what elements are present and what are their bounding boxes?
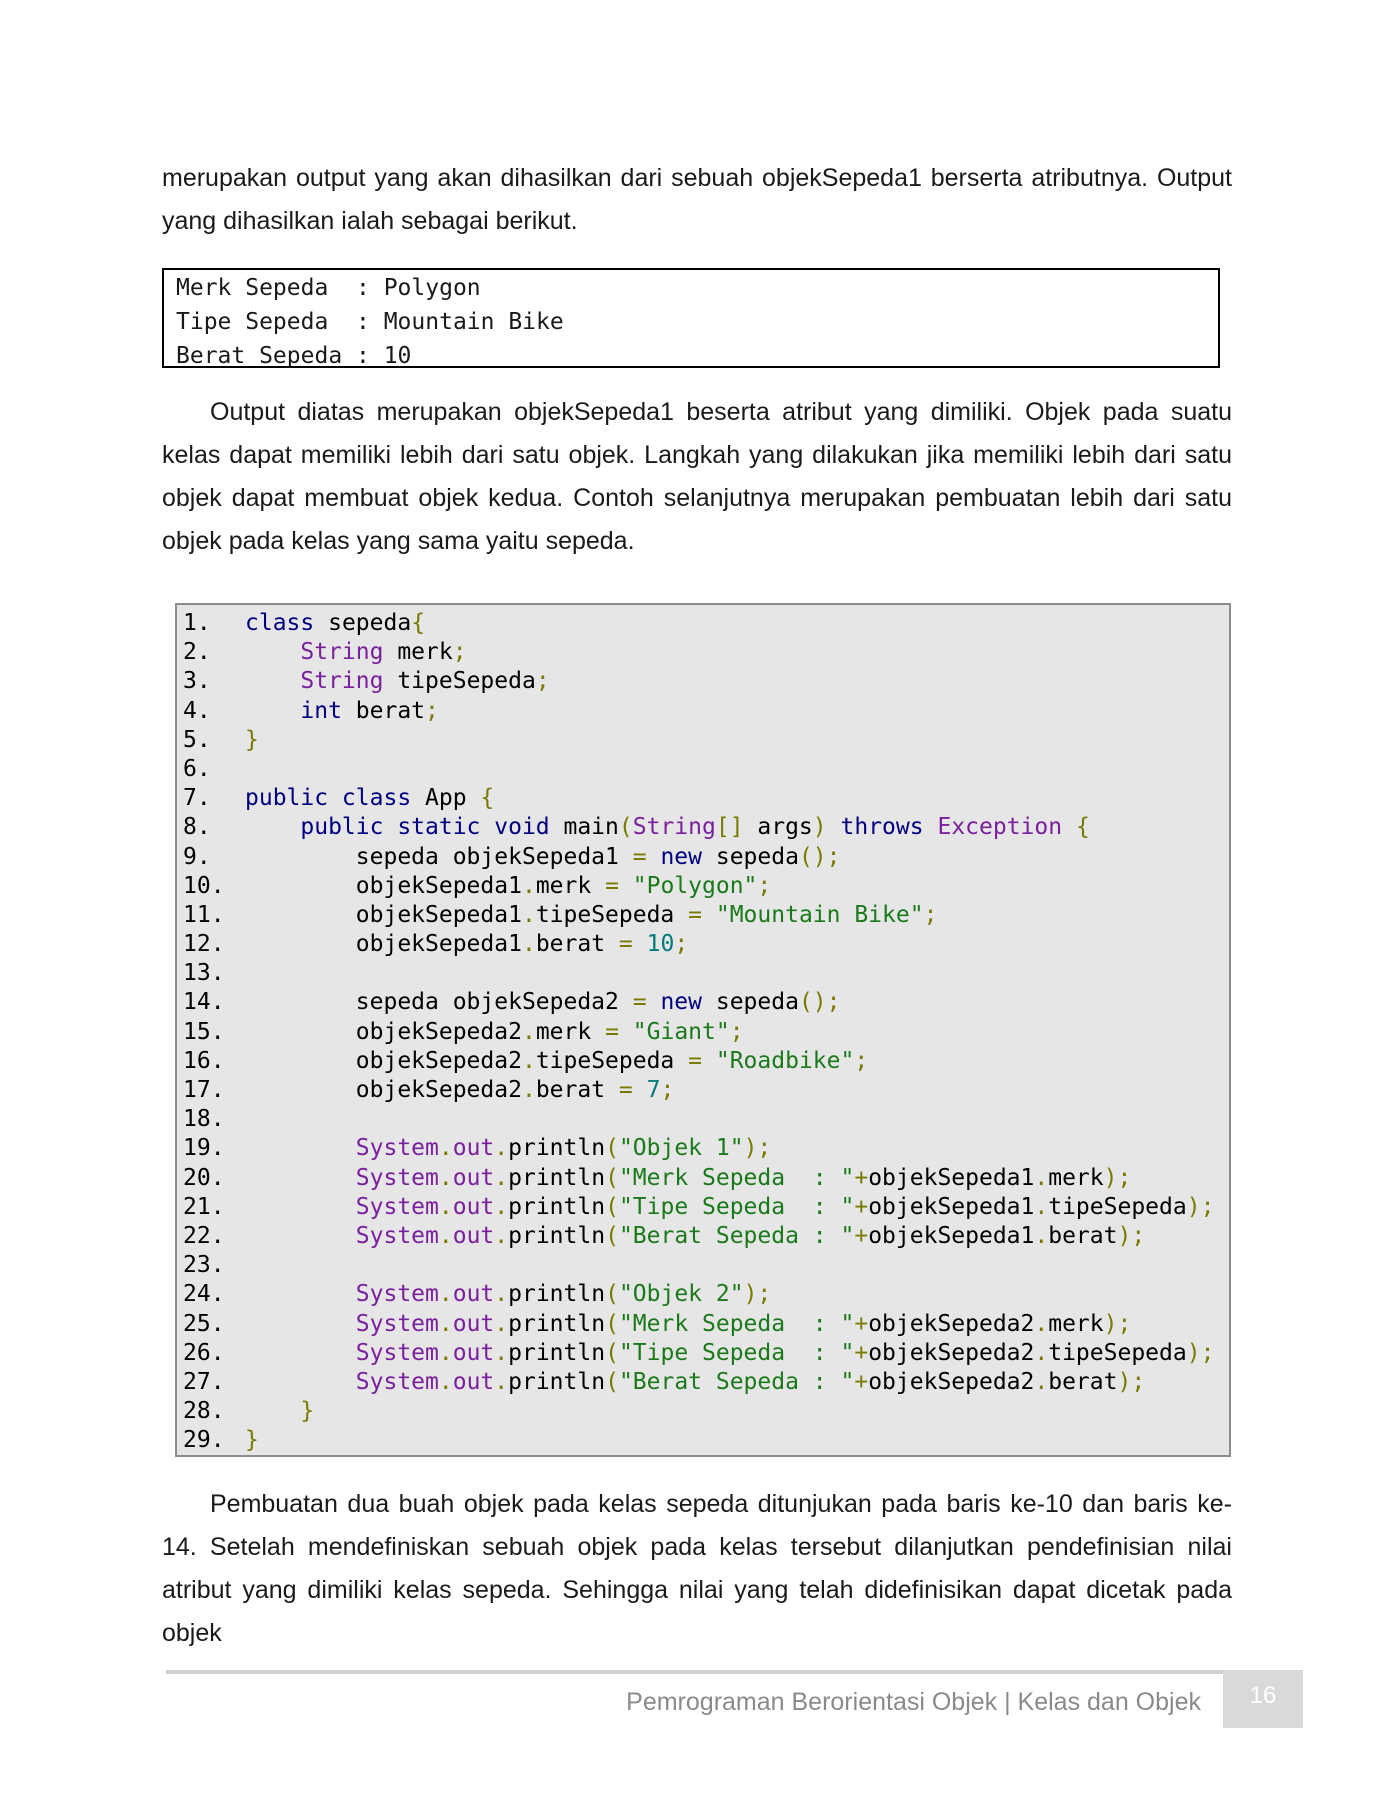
code-token: [647, 844, 661, 870]
code-token: sepeda objekSepeda1: [245, 843, 633, 870]
code-token: System: [355, 1281, 439, 1308]
code-line: [183, 1105, 1229, 1134]
code-token: [924, 814, 938, 840]
code-token: out: [452, 1281, 495, 1308]
code-token: .: [438, 1164, 453, 1191]
code-token: args: [743, 814, 813, 841]
code-token: println: [508, 1281, 606, 1308]
code-token: 10: [646, 931, 675, 958]
code-token: .: [1034, 1339, 1049, 1366]
code-token: objekSepeda1: [868, 1164, 1035, 1191]
code-token: +: [854, 1222, 869, 1249]
code-token: System: [355, 1222, 439, 1249]
code-token: ;: [729, 1018, 744, 1045]
paragraph-text: merupakan output yang akan dihasilkan dari sebuah objekSepeda1 berserta atributnya. Output yang dihasilkan ialah sebagai berikut.: [162, 164, 1232, 235]
line-number: 20.: [183, 1164, 225, 1191]
code-line: [183, 1251, 1229, 1280]
code-token: public class: [245, 785, 412, 812]
code-token: );: [1117, 1368, 1146, 1395]
code-token: );: [1103, 1164, 1132, 1191]
code-token: public static void: [300, 814, 550, 841]
code-token: []: [715, 814, 744, 841]
line-number: 17.: [183, 1077, 225, 1103]
line-number: 25.: [183, 1310, 225, 1337]
code-token: objekSepeda2: [868, 1368, 1035, 1395]
code-token: [633, 1077, 647, 1103]
code-token: .: [1034, 1368, 1049, 1395]
code-token: objekSepeda2: [868, 1310, 1035, 1337]
code-token: [633, 931, 647, 957]
code-token: "Objek 1": [618, 1135, 744, 1162]
code-token: 7: [646, 1077, 661, 1103]
code-token: sepeda: [702, 989, 799, 1016]
code-token: sepeda objekSepeda2: [245, 989, 633, 1016]
code-token: =: [632, 843, 647, 870]
line-number: 13.: [183, 960, 225, 987]
code-token: =: [605, 872, 619, 899]
code-token: String: [300, 639, 384, 666]
code-token: objekSepeda1: [245, 931, 522, 958]
code-token: sepeda: [314, 610, 412, 636]
code-line: [183, 988, 1229, 1017]
code-token: out: [452, 1222, 495, 1249]
line-number: 4.: [183, 697, 211, 724]
code-token: new: [660, 843, 702, 870]
code-token: ();: [798, 989, 841, 1016]
code-token: tipeSepeda: [535, 901, 689, 928]
code-token: String: [632, 814, 716, 841]
code-token: =: [618, 931, 633, 958]
code-token: out: [452, 1339, 495, 1366]
code-token: +: [854, 1164, 869, 1191]
code-token: "Roadbike": [715, 1047, 855, 1074]
code-line: [183, 638, 1229, 667]
code-token: (: [618, 814, 633, 841]
code-token: merk: [535, 872, 606, 899]
code-token: [827, 814, 841, 840]
code-token: [245, 698, 300, 724]
line-number: 11.: [183, 901, 225, 928]
code-token: merk: [1048, 1164, 1104, 1191]
code-line: [183, 784, 1229, 813]
line-number: 18.: [183, 1106, 225, 1133]
code-listing: [175, 603, 1231, 1457]
code-token: .: [438, 1222, 453, 1249]
code-token: );: [743, 1135, 772, 1162]
code-token: "Mountain Bike": [715, 901, 924, 928]
code-token: berat: [1048, 1368, 1118, 1395]
code-token: .: [521, 1077, 536, 1103]
code-token: );: [1103, 1310, 1132, 1337]
code-token: {: [1075, 814, 1090, 841]
code-line: [183, 1339, 1229, 1368]
code-token: [245, 1194, 356, 1220]
code-token: "Merk Sepeda : ": [618, 1164, 855, 1191]
line-number: 24.: [183, 1281, 225, 1308]
line-number: 22.: [183, 1222, 225, 1249]
code-token: tipeSepeda: [1048, 1339, 1187, 1366]
code-token: new: [660, 989, 702, 1016]
paragraph-text: Output diatas merupakan objekSepeda1 beserta atribut yang dimiliki. Objek pada suatu kelas dapat memiliki lebih dari satu objek. Langkah yang dilakukan jika memiliki lebih dari satu objek dapat membuat objek kedua. Contoh selanjutnya merupakan pembuatan lebih dari satu objek pada kelas yang sama yaitu sepeda.: [162, 398, 1232, 555]
code-token: ;: [923, 901, 938, 928]
line-number: 3.: [183, 668, 211, 695]
code-line: [183, 1368, 1229, 1397]
program-output-box: [162, 268, 1220, 368]
code-line: [183, 1193, 1229, 1222]
code-token: "Berat Sepeda : ": [618, 1368, 855, 1395]
code-token: ;: [425, 697, 439, 724]
code-token: ): [812, 814, 827, 841]
code-token: main: [549, 814, 619, 841]
code-token: tipeSepeda: [1048, 1193, 1187, 1220]
code-token: [1062, 814, 1076, 840]
code-token: "Merk Sepeda : ": [618, 1310, 855, 1337]
code-token: [619, 873, 633, 899]
code-token: =: [688, 901, 702, 928]
code-token: +: [854, 1310, 869, 1337]
code-token: objekSepeda2: [245, 1018, 522, 1045]
code-token: +: [854, 1193, 869, 1220]
code-token: "Berat Sepeda : ": [618, 1222, 855, 1249]
line-number: 16.: [183, 1047, 225, 1074]
code-token: objekSepeda1: [868, 1222, 1035, 1249]
code-token: [702, 902, 716, 928]
line-number: 28.: [183, 1398, 225, 1425]
code-token: );: [1186, 1193, 1215, 1220]
code-token: "Tipe Sepeda : ": [618, 1193, 855, 1220]
code-token: [245, 1165, 356, 1191]
code-token: [245, 639, 300, 665]
code-token: "Polygon": [632, 872, 758, 899]
code-line: [183, 1280, 1229, 1309]
code-token: println: [508, 1135, 606, 1162]
code-token: .: [521, 1047, 536, 1074]
footer-title: Pemrograman Berorientasi Objek | Kelas dan Objek: [626, 1688, 1201, 1716]
code-token: (: [605, 1193, 619, 1220]
code-token: =: [618, 1077, 633, 1103]
output-line: Berat Sepeda : 10: [176, 343, 412, 369]
code-token: .: [438, 1368, 453, 1395]
footer-divider: [166, 1670, 1224, 1674]
line-number: 23.: [183, 1252, 225, 1279]
code-token: class: [245, 610, 315, 636]
line-number: 15.: [183, 1018, 225, 1045]
line-number: 8.: [183, 814, 211, 841]
code-line: [183, 1076, 1229, 1105]
code-token: objekSepeda1: [868, 1193, 1035, 1220]
code-token: tipeSepeda: [535, 1047, 689, 1074]
code-token: System: [355, 1135, 439, 1162]
code-line: [183, 1222, 1229, 1251]
code-token: .: [1034, 1310, 1049, 1337]
paragraph-text: Pembuatan dua buah objek pada kelas sepeda ditunjukan pada baris ke-10 dan baris ke-14. Setelah mendefiniskan sebuah objek pada kelas tersebut dilanjutkan pendefinisian nilai atribut yang dimiliki kelas sepeda. Sehingga nilai yang telah didefinisikan dapat dicetak pada objek: [162, 1490, 1232, 1647]
code-line: [183, 1397, 1229, 1426]
code-token: .: [494, 1368, 509, 1395]
code-line: [183, 813, 1229, 842]
code-token: merk: [1048, 1310, 1104, 1337]
code-line: [183, 872, 1229, 901]
code-token: berat: [1048, 1222, 1118, 1249]
code-token: );: [743, 1281, 772, 1308]
code-line: [183, 1134, 1229, 1163]
code-token: println: [508, 1339, 606, 1366]
code-token: .: [494, 1164, 509, 1191]
code-token: (: [605, 1164, 619, 1191]
code-token: tipeSepeda: [383, 668, 536, 695]
code-token: [647, 989, 661, 1015]
code-token: (: [605, 1281, 619, 1308]
code-token: throws: [840, 814, 924, 841]
code-token: System: [355, 1339, 439, 1366]
code-token: .: [494, 1339, 509, 1366]
code-token: .: [1034, 1222, 1049, 1249]
page-number: 16: [1223, 1670, 1303, 1728]
line-number: 9.: [183, 843, 211, 870]
code-token: ;: [535, 668, 550, 695]
code-token: Exception: [937, 814, 1063, 841]
paragraph-multiple-objects: [162, 391, 1232, 563]
code-token: out: [452, 1368, 495, 1395]
code-token: }: [245, 1427, 259, 1454]
code-token: =: [688, 1047, 702, 1074]
code-token: out: [452, 1164, 495, 1191]
code-token: +: [854, 1339, 869, 1366]
code-token: out: [452, 1135, 495, 1162]
output-line: Tipe Sepeda : Mountain Bike: [176, 309, 564, 335]
code-token: [245, 1340, 356, 1366]
code-line: [183, 959, 1229, 988]
code-token: ();: [798, 843, 841, 870]
code-token: System: [355, 1368, 439, 1395]
code-line: [183, 1310, 1229, 1339]
line-number: 7.: [183, 785, 211, 812]
code-line: [183, 697, 1229, 726]
code-token: String: [300, 668, 384, 695]
code-line: [183, 1164, 1229, 1193]
code-token: .: [438, 1339, 453, 1366]
code-token: ;: [757, 872, 772, 899]
code-token: println: [508, 1310, 606, 1337]
code-line: [183, 726, 1229, 755]
code-token: "Giant": [632, 1018, 730, 1045]
code-token: "Objek 2": [618, 1281, 744, 1308]
code-token: (: [605, 1135, 619, 1162]
code-token: System: [355, 1164, 439, 1191]
line-number: 19.: [183, 1135, 225, 1162]
line-number: 29.: [183, 1427, 225, 1454]
code-token: .: [521, 901, 536, 928]
code-line: [183, 755, 1229, 784]
code-token: [245, 1311, 356, 1337]
code-token: .: [494, 1281, 509, 1308]
code-token: .: [494, 1193, 509, 1220]
code-token: out: [452, 1193, 495, 1220]
code-token: ;: [674, 931, 689, 958]
paragraph-explanation: [162, 1483, 1232, 1655]
code-token: [245, 1398, 300, 1424]
code-token: .: [494, 1135, 509, 1162]
code-token: [245, 1223, 356, 1249]
line-number: 27.: [183, 1368, 225, 1395]
code-token: berat: [341, 697, 426, 724]
code-token: {: [480, 785, 495, 812]
code-token: .: [1034, 1164, 1049, 1191]
code-token: berat: [535, 1077, 619, 1103]
line-number: 1.: [183, 610, 211, 636]
code-token: "Tipe Sepeda : ": [618, 1339, 855, 1366]
code-token: [245, 668, 300, 694]
code-token: println: [508, 1193, 606, 1220]
code-token: println: [508, 1222, 606, 1249]
code-token: .: [438, 1135, 453, 1162]
line-number: 6.: [183, 755, 211, 782]
code-token: [702, 1048, 716, 1074]
code-token: ;: [452, 639, 467, 666]
line-number: 2.: [183, 639, 211, 666]
code-token: System: [355, 1310, 439, 1337]
code-token: .: [494, 1310, 509, 1337]
code-token: );: [1186, 1339, 1215, 1366]
code-token: berat: [535, 931, 619, 958]
paragraph-output-intro: [162, 157, 1232, 243]
code-token: merk: [535, 1018, 606, 1045]
code-token: ;: [660, 1077, 675, 1103]
code-token: +: [854, 1368, 869, 1395]
line-number: 14.: [183, 989, 225, 1016]
code-token: (: [605, 1339, 619, 1366]
line-number: 10.: [183, 872, 225, 899]
code-line: [183, 901, 1229, 930]
code-token: App: [411, 785, 481, 812]
code-line: [183, 609, 1229, 638]
code-token: );: [1117, 1222, 1146, 1249]
code-token: .: [521, 1018, 536, 1045]
code-token: [245, 1135, 356, 1161]
code-line: [183, 1047, 1229, 1076]
output-line: Merk Sepeda : Polygon: [176, 275, 481, 301]
code-line: [183, 930, 1229, 959]
code-token: .: [1034, 1193, 1049, 1220]
code-token: (: [605, 1368, 619, 1395]
code-token: }: [300, 1398, 315, 1425]
code-token: println: [508, 1368, 606, 1395]
code-token: objekSepeda2: [868, 1339, 1035, 1366]
code-token: (: [605, 1222, 619, 1249]
code-line: [183, 843, 1229, 872]
code-token: ;: [854, 1047, 869, 1074]
code-token: .: [438, 1281, 453, 1308]
code-token: =: [632, 989, 647, 1016]
code-token: [245, 1281, 356, 1307]
line-number: 5.: [183, 726, 211, 753]
code-token: [245, 814, 300, 840]
code-token: objekSepeda2: [245, 1077, 522, 1103]
code-token: sepeda: [702, 843, 799, 870]
code-token: objekSepeda2: [245, 1047, 522, 1074]
line-number: 12.: [183, 931, 225, 958]
code-token: println: [508, 1164, 606, 1191]
code-token: merk: [383, 639, 453, 666]
code-token: (: [605, 1310, 619, 1337]
code-token: .: [521, 931, 536, 958]
code-token: .: [494, 1222, 509, 1249]
code-line: [183, 1426, 1229, 1455]
code-token: System: [355, 1193, 439, 1220]
code-line: [183, 1018, 1229, 1047]
line-number: 26.: [183, 1339, 225, 1366]
code-token: =: [605, 1018, 619, 1045]
code-token: objekSepeda1: [245, 872, 522, 899]
code-line: [183, 667, 1229, 696]
code-token: .: [521, 872, 536, 899]
code-token: objekSepeda1: [245, 901, 522, 928]
code-token: .: [438, 1193, 453, 1220]
code-token: out: [452, 1310, 495, 1337]
code-token: {: [411, 610, 426, 636]
code-token: .: [438, 1310, 453, 1337]
code-token: [245, 1369, 356, 1395]
code-token: int: [300, 697, 342, 724]
code-token: }: [245, 726, 259, 753]
code-token: [619, 1019, 633, 1045]
line-number: 21.: [183, 1193, 225, 1220]
